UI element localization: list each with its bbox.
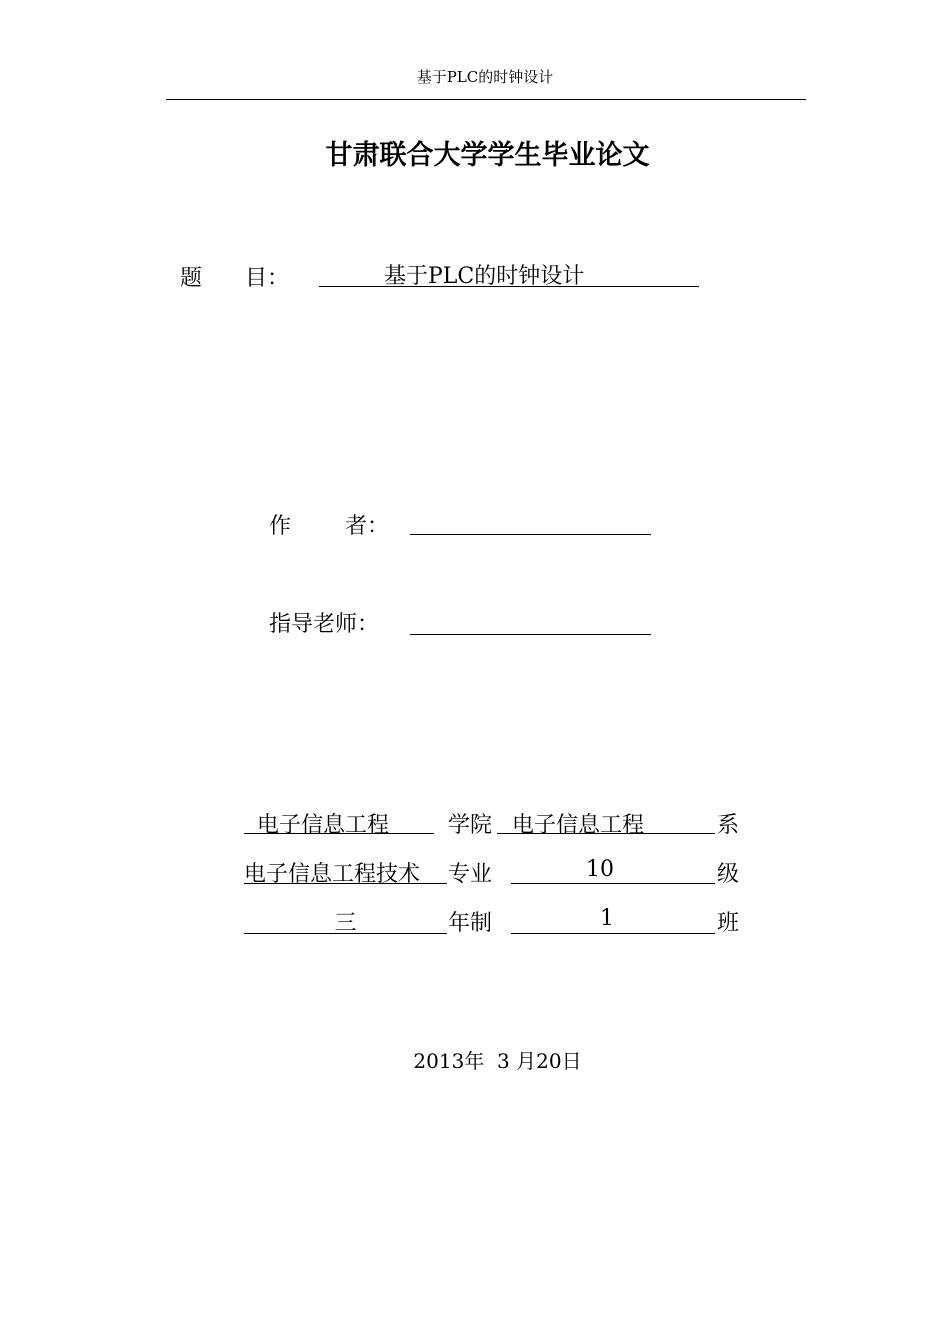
- submission-date: 2013年 3 月20日: [413, 1049, 582, 1073]
- class-suffix: 班: [717, 911, 740, 936]
- grade-value: 10: [586, 857, 614, 882]
- grade-underline: [511, 883, 715, 884]
- grade-suffix: 级: [717, 862, 740, 887]
- program-suffix: 年制: [448, 911, 493, 936]
- topic-label-2: 目：: [245, 266, 290, 291]
- department-suffix: 系: [717, 813, 740, 838]
- advisor-label: 指导老师：: [269, 612, 380, 637]
- class-value: 1: [600, 906, 614, 931]
- college-suffix: 学院: [448, 813, 493, 838]
- class-underline: [511, 933, 715, 934]
- department-name: 电子信息工程: [512, 813, 645, 838]
- program-underline: [244, 933, 447, 934]
- running-header: 基于PLC的时钟设计: [416, 68, 554, 86]
- author-label-2: 者：: [345, 514, 390, 539]
- header-rule: [166, 99, 806, 100]
- major-name: 电子信息工程技术: [244, 862, 421, 887]
- major-suffix: 专业: [448, 862, 493, 887]
- author-label-1: 作: [269, 514, 292, 539]
- college-underline: [244, 833, 434, 834]
- college-name: 电子信息工程: [257, 813, 390, 838]
- thesis-title: 甘肃联合大学学生毕业论文: [325, 140, 650, 171]
- topic-value: 基于PLC的时钟设计: [384, 264, 585, 289]
- department-underline: [497, 833, 715, 834]
- topic-label-1: 题: [180, 266, 203, 291]
- major-underline: [244, 883, 447, 884]
- author-underline: [410, 534, 651, 535]
- program-value: 三: [334, 911, 357, 936]
- advisor-underline: [410, 634, 651, 635]
- topic-underline: [319, 286, 699, 287]
